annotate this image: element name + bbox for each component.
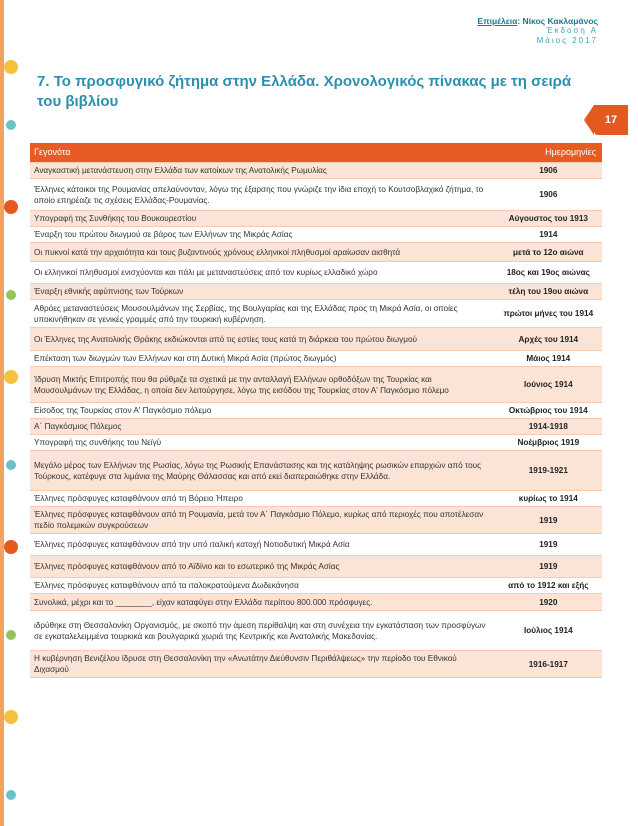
header-events: Γεγονότα [30, 143, 495, 163]
table-row [30, 351, 602, 367]
date-cell: μετά το 12ο αιώνα [495, 243, 602, 262]
date-cell: 1919 [495, 534, 602, 556]
event-cell: Οι ελληνικοί πληθυσμοί ενισχύονται και πάλι με μεταναστεύσεις από τον κυρίως ελλαδικό χώρο [30, 262, 495, 284]
date-cell: Αρχές του 1914 [495, 328, 602, 351]
table-row [30, 227, 602, 243]
chronology-table [30, 143, 602, 678]
table-row [30, 403, 602, 419]
table-header-row [30, 143, 602, 163]
table-row [30, 491, 602, 507]
event-cell: Έλληνες πρόσφυγες καταφθάνουν από την υπό ιταλική κατοχή Νοτιοδυτική Μικρά Ασία [30, 534, 495, 556]
event-cell: Α΄ Παγκόσμιος Πόλεμος [30, 419, 495, 435]
date-cell: Ιούλιος 1914 [495, 611, 602, 651]
date-cell: 1916-1917 [495, 651, 602, 678]
table-row [30, 435, 602, 451]
table-row [30, 367, 602, 403]
event-cell: Αθρόες μεταναστεύσεις Μουσουλμάνων της Σερβίας, της Βουλγαρίας και της Ελλάδας προς τη Μικρά Ασία, οι οποίες υποκινήθηκαν σε γενικές γραμμές από την τουρκική κυβέρνηση. [30, 300, 495, 328]
section-title-text: Το προσφυγικό ζήτημα στην Ελλάδα. Χρονολογικός πίνακας με τη σειρά του βιβλίου [37, 73, 572, 110]
table-row [30, 611, 602, 651]
event-cell: Συνολικά, μέχρι και το ________, είχαν καταφύγει στην Ελλάδα περίπου 800.000 πρόσφυγες. [30, 594, 495, 611]
event-cell: Μεγάλο μέρος των Ελλήνων της Ρωσίας, λόγω της Ρωσικής Επανάστασης και της κατάληψης ρωσικών επαρχιών από τους Τούρκους, κατέφυγε στα λιμάνια της Μαύρης Θάλασσας και από εκεί διαπεραιώθηκε στην Ελλάδα. [30, 451, 495, 491]
date-cell: τέλη του 19ου αιώνα [495, 284, 602, 300]
date-cell: από το 1912 και εξής [495, 578, 602, 594]
table-row [30, 179, 602, 211]
event-cell: Υπογραφή της Συνθήκης του Βουκουρεστίου [30, 211, 495, 227]
date-cell: 1920 [495, 594, 602, 611]
page-number-badge: 17 [594, 105, 628, 135]
table-row [30, 578, 602, 594]
event-cell: Έναρξη του πρώτου διωγμού σε βάρος των Ελλήνων της Μικράς Ασίας [30, 227, 495, 243]
date-cell: 1914-1918 [495, 419, 602, 435]
table-row [30, 534, 602, 556]
table-row [30, 262, 602, 284]
event-cell: Είσοδος της Τουρκίας στον Α' Παγκόσμιο πόλεμο [30, 403, 495, 419]
date-cell: 1919-1921 [495, 451, 602, 491]
table-row [30, 451, 602, 491]
event-cell: Οι πυκνοί κατά την αρχαιότητα και τους βυζαντινούς χρόνους ελληνικοί πληθυσμοί αραίωσαν αισθητά [30, 243, 495, 262]
event-cell: Έναρξη εθνικής αφύπνισης των Τούρκων [30, 284, 495, 300]
date-cell: 1919 [495, 556, 602, 578]
edition-label: Έκδοση Α [546, 26, 598, 35]
event-cell: ιδρύθηκε στη Θεσσαλονίκη Οργανισμός, με σκοπό την άμεση περίθαλψη και στη συνέχεια την εγκατάσταση των προσφύγων σε εγκαταλελειμμένα τουρκικά και βουλγαρικά χωριά της Κεντρικής και Ανατολικής Μακεδονίας. [30, 611, 495, 651]
event-cell: Έλληνες πρόσφυγες καταφθάνουν από τη Βόρειο Ήπειρο [30, 491, 495, 507]
event-cell: Επέκταση των διωγμών των Ελλήνων και στη Δυτική Μικρά Ασία (πρώτος διωγμός) [30, 351, 495, 367]
section-number: 7. [37, 73, 50, 90]
date-cell: Οκτώβριος του 1914 [495, 403, 602, 419]
date-cell: πρώτοι μήνες του 1914 [495, 300, 602, 328]
event-cell: Οι Έλληνες της Ανατολικής Θράκης εκδιώκονται από τις εστίες τους κατά τη διάρκεια του πρώτου διωγμού [30, 328, 495, 351]
decorative-left-strip [0, 0, 22, 826]
date-cell: Ιούνιος 1914 [495, 367, 602, 403]
table-row [30, 163, 602, 179]
date-label: Μάιος 2017 [536, 36, 598, 45]
event-cell: Έλληνες πρόσφυγες καταφθάνουν από το Αϊδίνιο και το εσωτερικό της Μικράς Ασίας [30, 556, 495, 578]
event-cell: Ίδρυση Μικτής Επιτροπής που θα ρύθμιζε τα σχετικά με την ανταλλαγή Ελλήνων ορθοδόξων της Τουρκίας και Μουσουλμάνων της Ελλάδας, η οποία δεν λειτούργησε, λόγω της εισόδου της Τουρκίας στον Α' Παγκόσμιο πόλεμο [30, 367, 495, 403]
date-cell: 1906 [495, 163, 602, 179]
table-row [30, 594, 602, 611]
date-cell: 1906 [495, 179, 602, 211]
event-cell: Έλληνες κάτοικοι της Ρουμανίας απελαύνονταν, λόγω της έξαρσης που γνώριζε την ίδια εποχή το Κουτσοβλαχικό ζήτημα, το οποίο επηρέαζε τις σχέσεις Ελλάδας-Ρουμανίας. [30, 179, 495, 211]
table-row [30, 507, 602, 534]
date-cell: 18ος και 19ος αιώνας [495, 262, 602, 284]
table-row [30, 300, 602, 328]
event-cell: Έλληνες πρόσφυγες καταφθάνουν από τη Ρουμανία, μετά τον Α΄ Παγκόσμιο Πόλεμο, κυρίως από περιοχές που αποτέλεσαν πεδίο πολεμικών συγκρούσεων [30, 507, 495, 534]
table-row [30, 328, 602, 351]
table-body [30, 163, 602, 678]
section-title [37, 72, 582, 112]
date-cell: Αύγουστος του 1913 [495, 211, 602, 227]
date-cell: κυρίως το 1914 [495, 491, 602, 507]
table-row [30, 651, 602, 678]
table-row [30, 243, 602, 262]
date-cell: 1919 [495, 507, 602, 534]
event-cell: Υπογραφή της συνθήκης του Νεϊγύ [30, 435, 495, 451]
table-row [30, 556, 602, 578]
table-row [30, 211, 602, 227]
event-cell: Αναγκαστική μετανάστευση στην Ελλάδα των κατοίκων της Ανατολικής Ρωμυλίας [30, 163, 495, 179]
date-cell: Νοέμβριος 1919 [495, 435, 602, 451]
page-header [477, 16, 598, 46]
date-cell: Μάιος 1914 [495, 351, 602, 367]
header-dates: Ημερομηνίες [495, 143, 602, 163]
table-row [30, 419, 602, 435]
date-cell: 1914 [495, 227, 602, 243]
event-cell: Η κυβέρνηση Βενιζέλου ίδρυσε στη Θεσσαλονίκη την «Ανωτάτην Διεύθυνσιν Περιθάλψεως» την περίοδο του Εθνικού Διχασμού [30, 651, 495, 678]
table-row [30, 284, 602, 300]
event-cell: Έλληνες πρόσφυγες καταφθάνουν από τα ιταλοκρατούμενα Δωδεκάνησα [30, 578, 495, 594]
editor-credit: Επιμέλεια: Νίκος Κακλαμάνος [477, 16, 598, 26]
